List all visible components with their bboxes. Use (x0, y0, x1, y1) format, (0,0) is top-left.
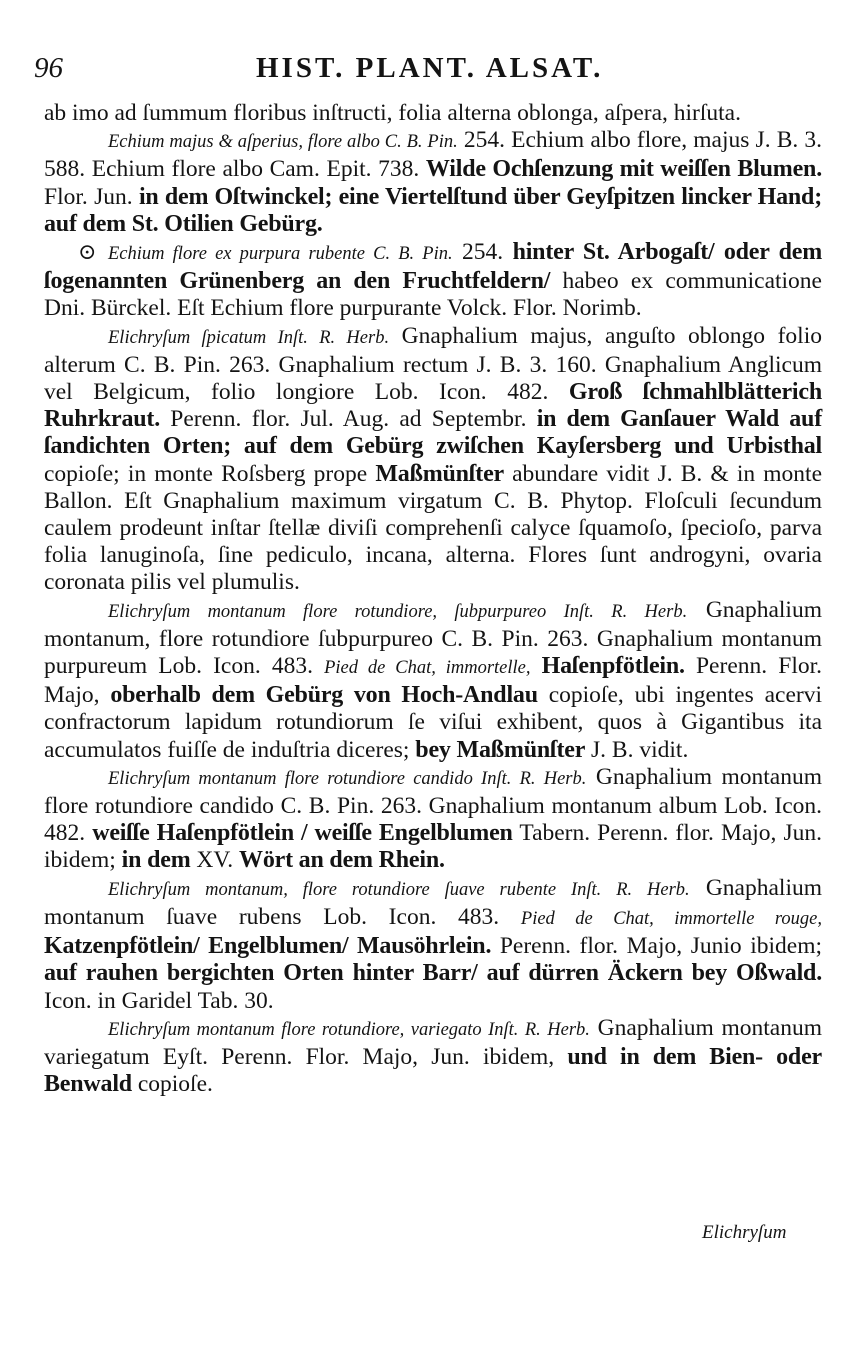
text-run: Perenn. flor. Majo, Junio ibidem; (491, 933, 823, 960)
german-text: in dem Oſtwinckel; eine Viertelſtund über Geyſpitzen lincker Hand; auf dem St. Otilien Gebürg. (44, 183, 822, 237)
text-run: copioſe; in monte Roſsberg prope (44, 460, 376, 487)
text-run: Gnaphalium montanum ſuave rubens Lob. Icon. 483. (44, 874, 822, 930)
german-text: Katzenpfötlein/ Engelblumen/ Mausöhrlein. (44, 933, 492, 960)
plant-entry (44, 323, 822, 597)
latin-name: Echium majus & aſperius, flore albo C. B. Pin. (108, 132, 458, 153)
text-run: Gnaphalium montanum, flore rotundiore ſubpurpureo C. B. Pin. 263. Gnaphalium montanum purpureum Lob. Icon. 483. (44, 596, 822, 680)
plant-entry (44, 875, 822, 1015)
text-run: habeo ex communicatione Dni. Bürckel. Eſt Echium flore purpurante Volck. Flor. Norimb. (44, 268, 822, 322)
latin-name: Pied de Chat, immortelle rouge, (520, 908, 823, 929)
plant-entry (44, 1015, 822, 1099)
plant-entry (44, 127, 822, 238)
text-run: Gnaphalium majus, anguſto oblongo folio alterum C. B. Pin. 263. Gnaphalium rectum J. B. 3. 160. Gnaphalium Anglicum vel Belgicum, folio longiore Lob. Icon. 482. (44, 322, 822, 406)
catchword: Elichryſum (702, 1222, 787, 1243)
page-header (34, 52, 814, 92)
latin-name: Elichryſum ſpicatum Inſt. R. Herb. (108, 327, 390, 348)
text-run: Perenn. Flor. Majo, (44, 653, 822, 709)
latin-name: Echium flore ex purpura rubente C. B. Pin. (108, 244, 453, 265)
german-text: in dem (121, 847, 191, 874)
german-text: hinter St. Arbogaſt/ oder dem ſogenannten Grünenberg an den Fruchtfeldern/ (44, 239, 822, 295)
text-run: J. B. vidit. (585, 736, 689, 763)
german-text: in dem Ganſauer Wald auf ſandichten Orten; auf dem Gebürg zwiſchen Kayſersberg und Urbisthal (44, 406, 822, 460)
text-run: ab imo ad ſummum floribus inſtructi, folia alterna oblonga, aſpera, hirſuta. (44, 100, 741, 126)
german-text: bey Maßmünſter (415, 736, 586, 763)
text-run: Perenn. flor. Jul. Aug. ad Septembr. (160, 406, 537, 433)
latin-name: Elichryſum montanum flore rotundiore, ſubpurpureo Inſt. R. Herb. (108, 601, 688, 622)
latin-name: Elichryſum montanum, flore rotundiore ſuave rubente Inſt. R. Herb. (108, 879, 690, 900)
german-text: Maßmünſter (375, 460, 504, 487)
text-run: XV. (190, 847, 240, 874)
german-text: auf rauhen bergichten Orten hinter Barr/ auf dürren Äckern bey Oßwald. (44, 960, 822, 987)
text-run: Gnaphalium montanum flore rotundiore candido C. B. Pin. 263. Gnaphalium montanum album Lob. Icon. 482. (44, 763, 823, 847)
german-text: weiſſe Haſenpfötlein / weiſſe Engelblumen (92, 820, 513, 847)
annual-symbol-icon: ⊙ (78, 239, 97, 265)
german-text: und in dem Bien- oder Benwald (44, 1043, 822, 1098)
running-title: HIST. PLANT. ALSAT. (256, 52, 604, 84)
body-text (44, 100, 822, 1098)
text-run: 254. Echium albo flore, majus J. B. 3. 588. Echium flore albo Cam. Epit. 738. (44, 127, 822, 183)
plant-entry (44, 238, 822, 323)
german-text: oberhalb dem Gebürg von Hoch-Andlau (110, 682, 538, 709)
plant-entry (44, 100, 822, 127)
text-run: Gnaphalium montanum variegatum Eyſt. Perenn. Flor. Majo, Jun. ibidem, (44, 1014, 822, 1070)
latin-name: Pied de Chat, immortelle, (324, 658, 531, 679)
page-number: 96 (34, 52, 63, 84)
text-run: copioſe, ubi ingentes acervi confractorum lapidum rotundiorum ſe viſui exhibent, quos à Gigantibus ita accumulatos fuiſſe de induſtria diceres; (44, 682, 822, 763)
latin-name: Elichryſum montanum flore rotundiore candido Inſt. R. Herb. (108, 768, 587, 789)
text-run: Flor. Jun. (44, 183, 139, 210)
plant-entry (44, 764, 822, 875)
german-text: Groß ſchmahlblätterich Ruhrkraut. (44, 379, 822, 433)
german-text: Wört an dem Rhein. (239, 847, 445, 874)
text-run: 254. (452, 239, 513, 266)
text-run: copioſe. (131, 1071, 213, 1098)
plant-entry (44, 597, 822, 764)
text-run: Tabern. Perenn. flor. Majo, Jun. ibidem; (44, 820, 822, 874)
text-run (531, 653, 542, 679)
text-run: abundare vidit J. B. & in monte Ballon. Eſt Gnaphalium maximum virgatum C. B. Phytop. Floſculi ſecundum caulem prodeunt inſtar ſtellæ diviſi comprehenſi calyce ſquamoſo, ſpecioſo, parva folia lanuginoſa, ſine pediculo, incana, alterna. Flores ſunt androgyni, ovaria coronata pilis vel plumulis. (44, 460, 822, 596)
german-text: Wilde Ochſenzung mit weiſſen Blumen. (425, 156, 822, 183)
text-run: Icon. in Garidel Tab. 30. (44, 987, 274, 1014)
latin-name: Elichryſum montanum flore rotundiore, variegato Inſt. R. Herb. (108, 1019, 590, 1040)
german-text: Haſenpfötlein. (541, 653, 685, 680)
